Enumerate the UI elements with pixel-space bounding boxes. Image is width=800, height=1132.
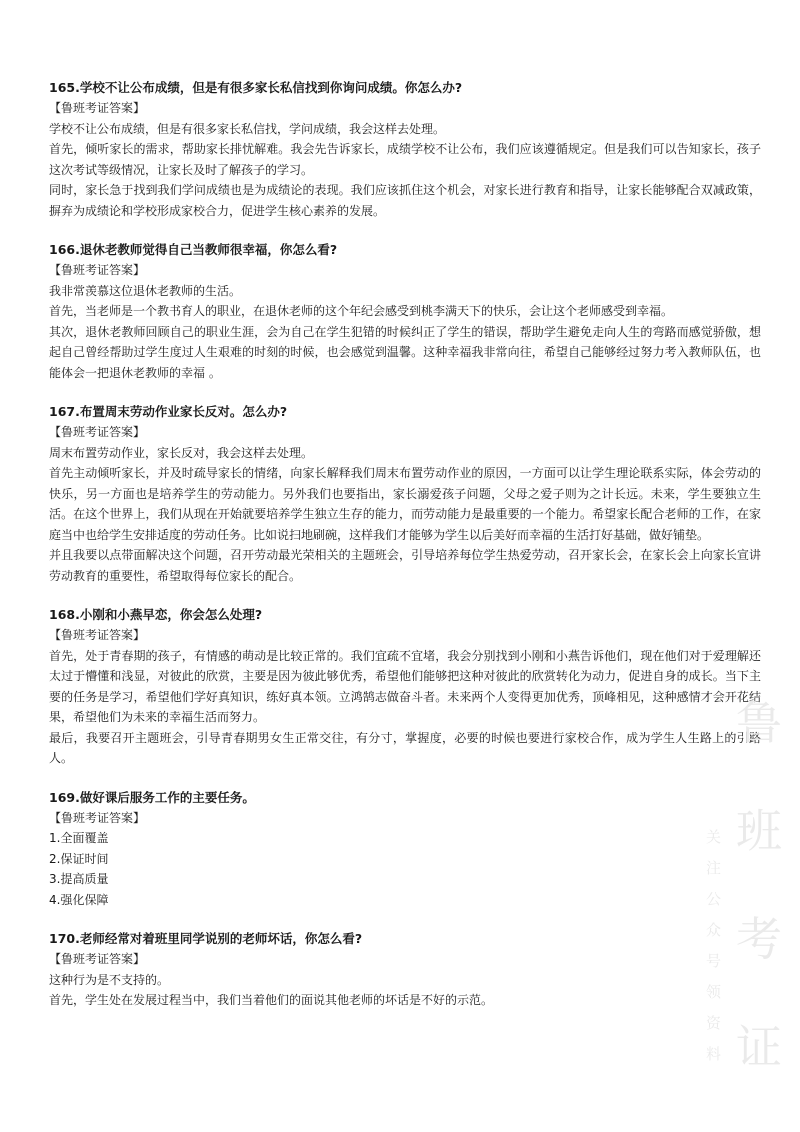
watermark-char: 鲁 [736,696,782,750]
answer-paragraph: 首先，倾听家长的需求，帮助家长排忧解难。我会先告诉家长，成绩学校不让公布，我们应该遵循规定。但是我们可以告知家长，孩子这次考试等级情况，让家长及时了解孩子的学习。 [49,142,761,177]
qa-section-169 [49,788,761,911]
answer-tag: 【鲁班考证答案】 [49,952,146,966]
watermark-char: 班 [736,804,782,858]
answer-list-item: 1.全面覆盖 [49,831,109,845]
qa-section-166 [49,240,761,383]
qa-section-167 [49,402,761,586]
answer-list-item: 2.保证时间 [49,851,109,866]
question-heading: 165.学校不让公布成绩，但是有很多家长私信找到你询问成绩。你怎么办? [49,80,463,95]
answer-tag: 【鲁班考证答案】 [49,628,146,642]
answer-paragraph: 最后，我要召开主题班会，引导青春期男女生正常交往，有分寸，掌握度，必要的时候也要进行家校合作，成为学生人生路上的引路人。 [49,730,761,765]
answer-paragraph: 学校不让公布成绩，但是有很多家长私信找，学问成绩，我会这样去处理。 [49,121,446,136]
answer-paragraph: 首先，当老师是一个教书育人的职业，在退休老师的这个年纪会感受到桃李满天下的快乐，会让这个老师感受到幸福。 [49,304,674,318]
document-body [49,78,761,1030]
question-heading: 170.老师经常对着班里同学说别的老师坏话，你怎么看? [49,931,363,946]
question-heading: 169.做好课后服务工作的主要任务。 [49,789,255,805]
answer-list-item: 3.提高质量 [49,872,109,886]
answer-paragraph: 其次，退休老教师回顾自己的职业生涯，会为自己在学生犯错的时候纠正了学生的错误，帮助学生避免走向人生的弯路而感觉骄傲，想起自己曾经帮助过学生度过人生艰难的时刻的时候，也会感觉到温馨。这种幸福我非常向往，希望自己能够经过努力考入教师队伍，也能体会一把退休老教师的幸福 。 [49,324,761,380]
answer-paragraph: 周末布置劳动作业，家长反对，我会这样去处理。 [49,445,314,460]
answer-paragraph: 首先主动倾听家长，并及时疏导家长的情绪，向家长解释我们周末布置劳动作业的原因，一方面可以让学生理论联系实际，体会劳动的快乐，另一方面也是培养学生的劳动能力。另外我们也要指出，家长溺爱孩子问题，父母之爱子则为之计长远。未来，学生要独立生活。在这个世界上，我们从现在开始就要培养学生独立生存的能力，而劳动能力是最重要的一个能力。希望家长配合老师的工作，在家庭当中也给学生安排适度的劳动任务。比如说扫地刷碗，这样我们才能够为学生以后美好而幸福的生活打好基础，做好铺垫。 [49,466,761,542]
question-heading: 167.布置周末劳动作业家长反对。怎么办? [49,404,288,419]
answer-paragraph: 首先，处于青春期的孩子，有情感的萌动是比较正常的。我们宜疏不宜堵，我会分别找到小刚和小燕告诉他们，现在他们对于爱理解还太过于懵懂和浅显，对彼此的欣赏，主要是因为彼此够优秀，希望他们能够把这种对彼此的欣赏转化为动力，促进自身的成长。当下主要的任务是学习，希望他们学好真知识，练好真本领。立鸿鹄志做奋斗者。未来两个人变得更加优秀，顶峰相见，这种感情才会开花结果，希望他们为未来的幸福生活而努力。 [49,648,761,724]
answer-paragraph: 首先，学生处在发展过程当中，我们当着他们的面说其他老师的坏话是不好的示范。 [49,993,494,1007]
watermark-subtitle: 关注公众号领资料 [706,828,722,1063]
qa-section-168 [49,605,761,769]
question-heading: 166.退休老教师觉得自己当教师很幸福，你怎么看? [49,242,338,257]
question-heading: 168.小刚和小燕早恋，你会怎么处理? [49,607,263,622]
qa-section-165 [49,78,761,221]
answer-tag: 【鲁班考证答案】 [49,263,146,277]
watermark-char: 考 [736,912,782,966]
answer-paragraph: 并且我要以点带面解决这个问题，召开劳动最光荣相关的主题班会，引导培养每位学生热爱劳动，召开家长会，在家长会上向家长宣讲劳动教育的重要性，希望取得每位家长的配合。 [49,548,761,583]
answer-paragraph: 这种行为是不支持的。 [49,972,170,987]
answer-list-item: 4.强化保障 [49,892,109,907]
answer-paragraph: 同时，家长急于找到我们学问成绩也是为成绩论的表现。我们应该抓住这个机会，对家长进行教育和指导，让家长能够配合双减政策，摒弃为成绩论和学校形成家校合力，促进学生核心素养的发展。 [49,183,761,218]
answer-paragraph: 我非常羡慕这位退休老教师的生活。 [49,283,242,298]
qa-section-170 [49,929,761,1011]
answer-tag: 【鲁班考证答案】 [49,425,146,439]
answer-tag: 【鲁班考证答案】 [49,810,146,825]
answer-tag: 【鲁班考证答案】 [49,101,146,115]
watermark-char: 证 [736,1020,782,1074]
